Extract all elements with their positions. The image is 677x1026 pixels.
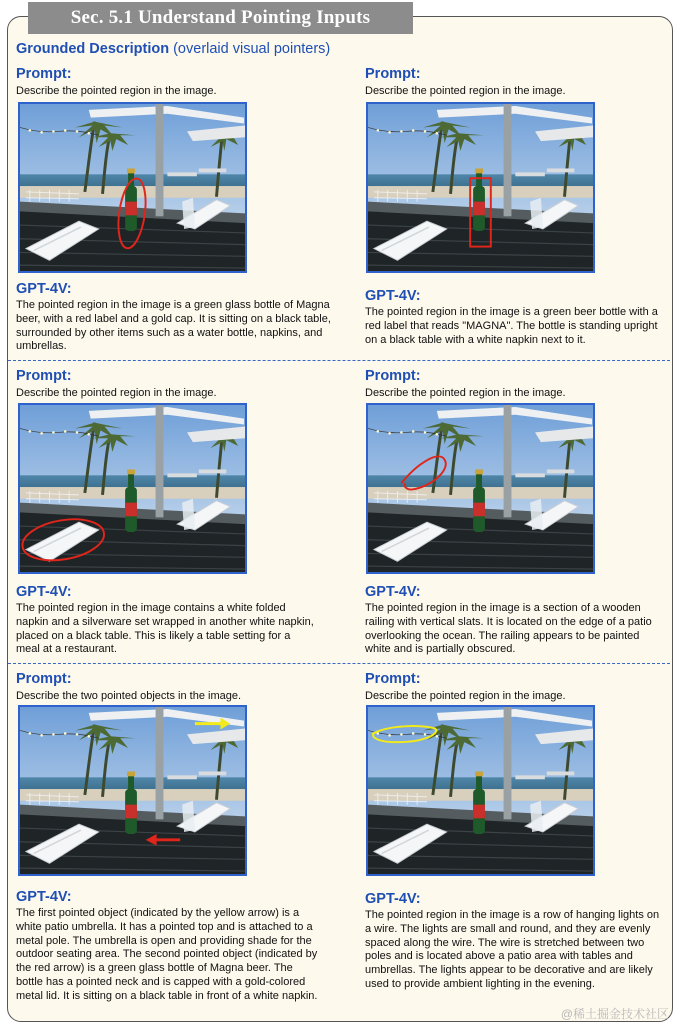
answer-text: The pointed region in the image is a green beer bottle with a red label that reads "MAGNA". The bottle is standing upright on a black table with a white napkin next to it. [365, 306, 658, 346]
prompt-label: Prompt: [16, 66, 72, 82]
answer-cell [365, 584, 665, 657]
gpt-label: GPT-4V: [365, 891, 421, 907]
answer-text: The first pointed object (indicated by the yellow arrow) is a white patio umbrella. It has a pointed top and is attached to a metal pole. The umbrella is open and providing shade for the outdoor seating area. The second pointed object (indicated by the red arrow) is a green glass bottle of Magna beer. The bottle has a pointed neck and is capped with a gold-colored metal lid. It is sitting on a black table in front of a white napkin. [16, 907, 318, 1002]
prompt-label: Prompt: [365, 671, 421, 687]
answer-cell [365, 891, 665, 992]
answer-text: The pointed region in the image is a green glass bottle of Magna beer, with a red label and a gold cap. It is sitting on a black table, surrounded by other items such as a water bottle, napkins, and umbrellas. [16, 299, 331, 353]
example-cell [16, 368, 336, 400]
prompt-text: Describe the pointed region in the image. [16, 85, 217, 97]
subheading-bold: Grounded Description [16, 41, 170, 57]
patio-photo [366, 705, 595, 876]
prompt-label: Prompt: [365, 368, 421, 384]
prompt-label: Prompt: [16, 671, 72, 687]
prompt-text: Describe the pointed region in the image. [365, 85, 566, 97]
patio-scene-image [368, 405, 593, 572]
answer-text: The pointed region in the image is a row of hanging lights on a wire. The lights are small and round, and they are evenly spaced along the wire. The wire is stretched between two poles and is located above a patio area with tables and umbrellas. The lights appear to be decorative and are likely used to provide ambient lighting in the evening. [365, 909, 660, 990]
answer-cell [16, 281, 338, 354]
gpt-label: GPT-4V: [365, 288, 421, 304]
row-separator [8, 360, 670, 361]
watermark: @稀土掘金技术社区 [560, 1007, 669, 1021]
patio-photo [366, 403, 595, 574]
gpt-label: GPT-4V: [16, 281, 72, 297]
gpt-label: GPT-4V: [16, 584, 72, 600]
answer-text: The pointed region in the image is a section of a wooden railing with vertical slats. It is located on the edge of a patio overlooking the ocean. The railing appears to be painted white and is partially obscured. [365, 602, 652, 656]
patio-photo [366, 102, 595, 273]
patio-scene-image [368, 104, 593, 271]
answer-cell [16, 584, 316, 657]
prompt-label: Prompt: [365, 66, 421, 82]
example-cell [16, 671, 336, 703]
answer-text: The pointed region in the image contains a white folded napkin and a silverware set wrapped in another white napkin, placed on a black table. This is likely a table setting for a meal at a restaurant. [16, 602, 314, 656]
example-cell [16, 66, 336, 98]
prompt-text: Describe the pointed region in the image. [365, 387, 566, 399]
subheading [16, 41, 330, 57]
patio-photo [18, 102, 247, 273]
gpt-label: GPT-4V: [365, 584, 421, 600]
answer-cell [16, 889, 322, 1004]
patio-photo [18, 403, 247, 574]
example-cell [365, 66, 677, 98]
patio-scene-image [20, 104, 245, 271]
gpt-label: GPT-4V: [16, 889, 72, 905]
subheading-rest: (overlaid visual pointers) [169, 41, 331, 57]
patio-photo [18, 705, 247, 876]
patio-scene-image [368, 707, 593, 874]
prompt-text: Describe the pointed region in the image. [365, 690, 566, 702]
prompt-label: Prompt: [16, 368, 72, 384]
patio-scene-image [20, 707, 245, 874]
example-cell [365, 368, 677, 400]
prompt-text: Describe the two pointed objects in the image. [16, 690, 242, 702]
prompt-text: Describe the pointed region in the image. [16, 387, 217, 399]
answer-cell [365, 288, 665, 347]
patio-scene-image [20, 405, 245, 572]
section-title: Sec. 5.1 Understand Pointing Inputs [28, 2, 413, 34]
row-separator [8, 663, 670, 664]
example-cell [365, 671, 677, 703]
